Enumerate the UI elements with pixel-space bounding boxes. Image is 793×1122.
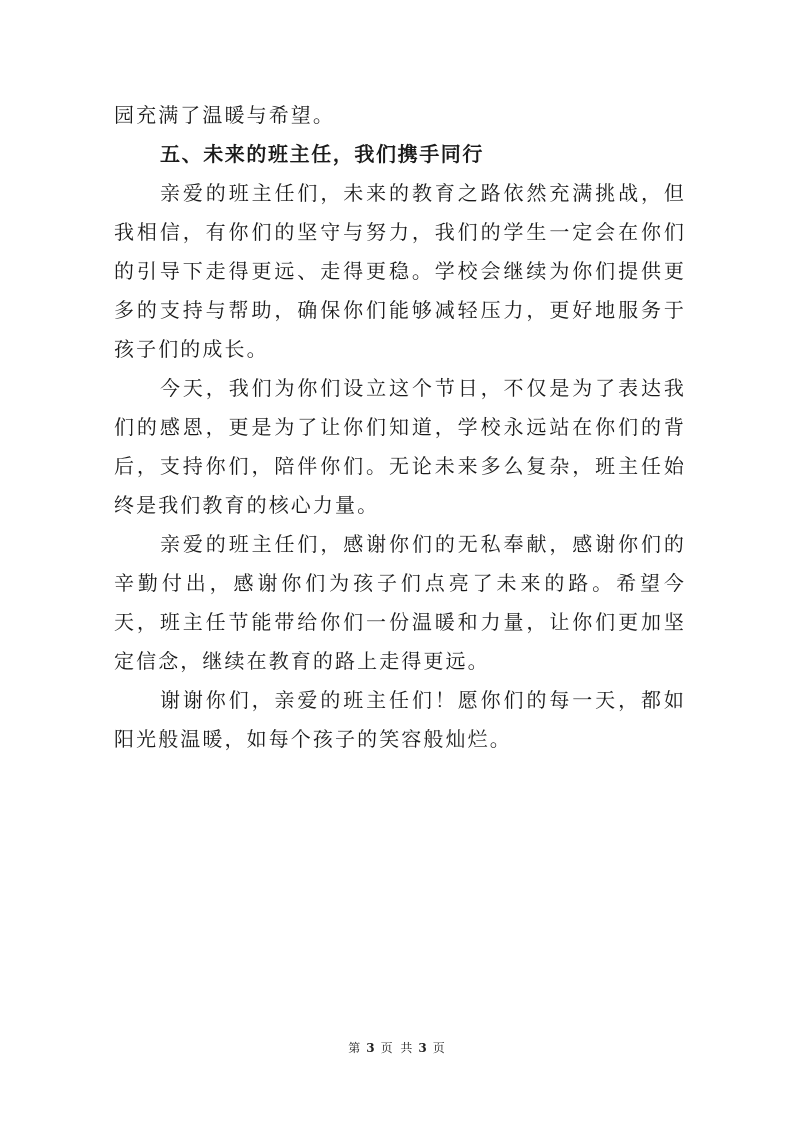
footer-total-pages: 3 [418,1041,427,1055]
paragraph: 谢谢你们，亲爱的班主任们！愿你们的每一天，都如阳光般温暖，如每个孩子的笑容般灿烂。 [114,688,686,751]
document-body [114,96,686,759]
footer-page-word: 页 [380,1041,393,1055]
paragraph: 今天，我们为你们设立这个节日，不仅是为了表达我们的感恩，更是为了让你们知道，学校永远站在你们的背后，支持你们，陪伴你们。无论未来多么复杂，班主任始终是我们教育的核心力量。 [114,376,686,517]
footer-suffix: 页 [432,1041,445,1055]
paragraph: 亲爱的班主任们，感谢你们的无私奉献，感谢你们的辛勤付出，感谢你们为孩子们点亮了未来的路。希望今天，班主任节能带给你们一份温暖和力量，让你们更加坚定信念，继续在教育的路上走得更远。 [114,532,686,673]
footer-current-page: 3 [366,1041,375,1055]
paragraph-continuation: 园充满了温暖与希望。 [114,103,335,127]
footer-prefix: 第 [348,1041,361,1055]
page-footer [0,1040,793,1056]
footer-total-word: 共 [400,1041,413,1055]
section-heading: 五、未来的班主任，我们携手同行 [160,142,484,166]
paragraph: 亲爱的班主任们，未来的教育之路依然充满挑战，但我相信，有你们的坚守与努力，我们的学生一定会在你们的引导下走得更远、走得更稳。学校会继续为你们提供更多的支持与帮助，确保你们能够减轻压力，更好地服务于孩子们的成长。 [114,181,686,361]
